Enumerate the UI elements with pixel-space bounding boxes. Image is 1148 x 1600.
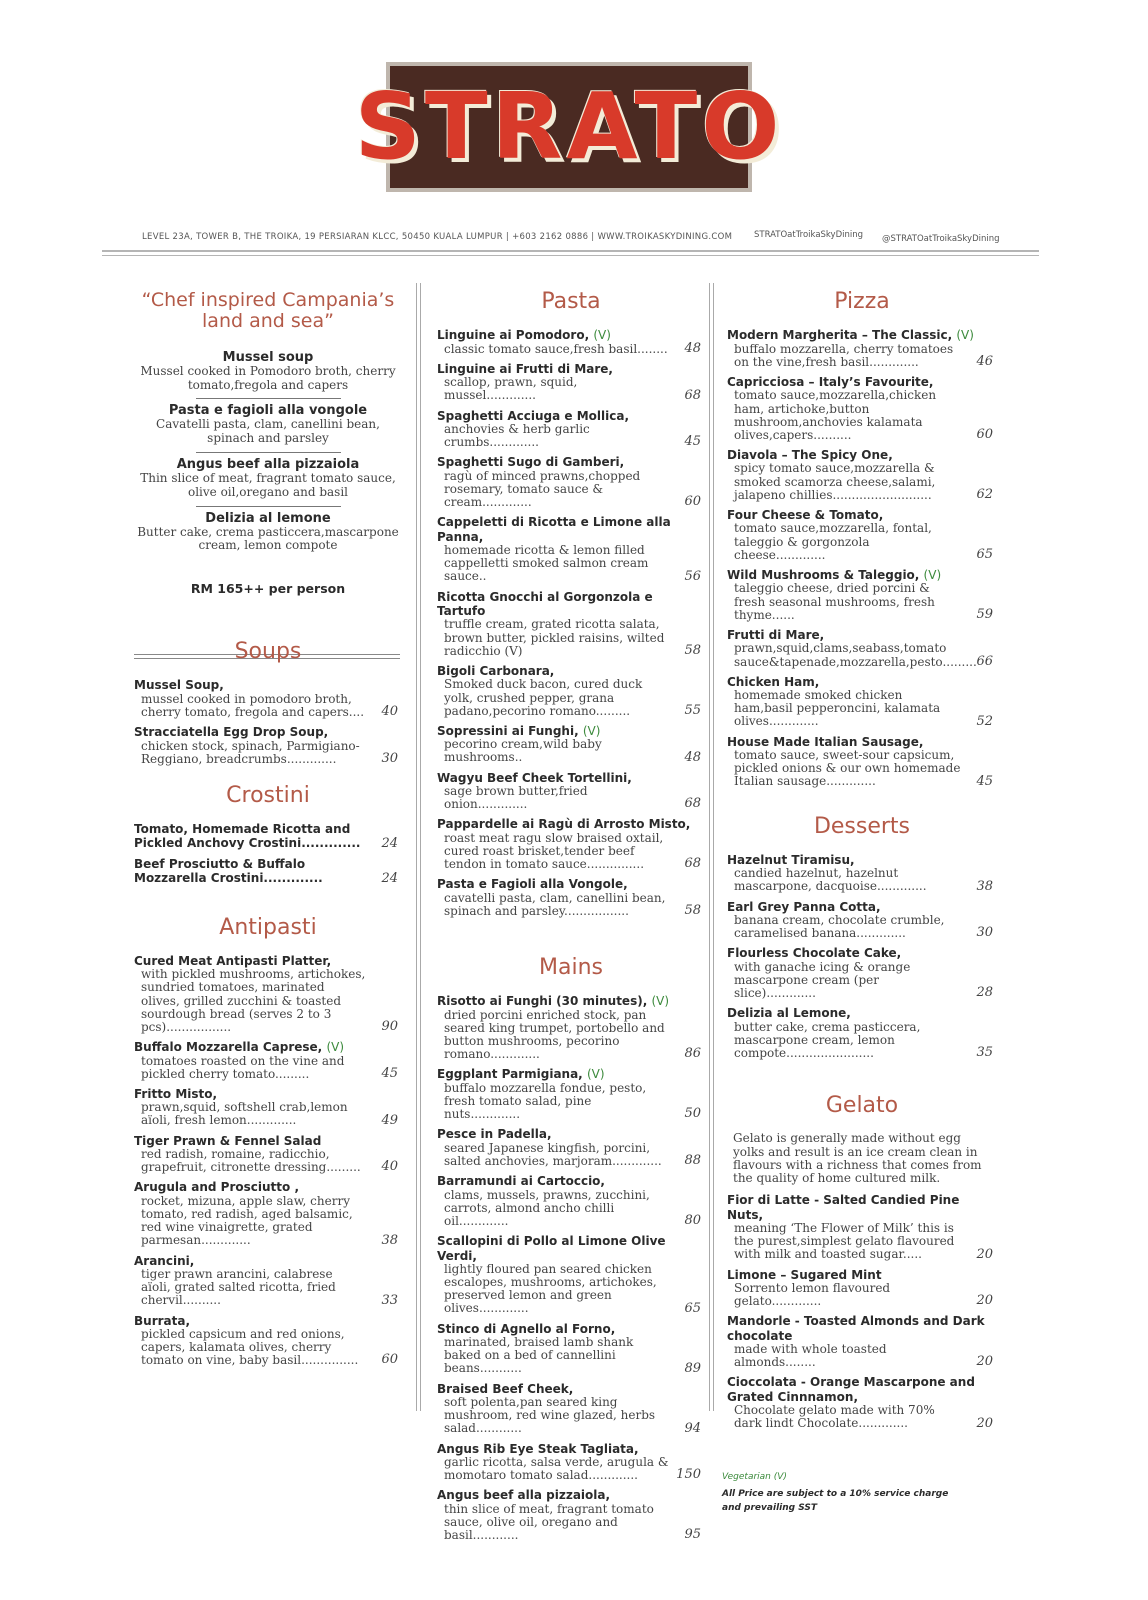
item-name-text: Mussel Soup, (134, 678, 224, 693)
item-price: 20 (976, 1246, 993, 1262)
item-name-text: Burrata, (134, 1313, 191, 1328)
menu-item (134, 1314, 402, 1368)
item-name (437, 1234, 705, 1263)
item-name (727, 568, 997, 582)
menu-item (437, 455, 705, 509)
set-menu (134, 350, 402, 596)
menu-item (437, 1127, 705, 1168)
item-description: chicken stock, spinach, Parmigiano-Reggiano, breadcrumbs............. (141, 738, 360, 766)
item-name (437, 362, 705, 376)
menu-item (437, 877, 705, 918)
item-name (437, 328, 705, 342)
menu-item (727, 375, 997, 442)
item-name-text: Capricciosa – Italy’s Favourite, (727, 374, 934, 389)
menu-item (437, 817, 705, 871)
item-price: 88 (684, 1153, 701, 1169)
item-name (134, 1180, 402, 1194)
desserts-section (727, 815, 997, 1061)
item-name (437, 590, 705, 619)
item-name-text: Cured Meat Antipasti Platter, (134, 953, 332, 968)
item-description: candied hazelnut, hazelnut mascarpone, dacquoise............. (734, 866, 927, 894)
item-price: 24 (381, 835, 398, 851)
item-name (134, 822, 402, 851)
menu-item (134, 1134, 402, 1175)
item-price: 95 (684, 1527, 701, 1543)
item-description: anchovies & herb garlic crumbs............. (444, 421, 590, 450)
set-course-desc: Cavatelli pasta, clam, canellini bean, spinach and parsley (156, 417, 380, 446)
item-description: red radish, romaine, radicchio, grapefruit, citronette dressing......... (141, 1147, 361, 1175)
item-name-text: House Made Italian Sausage, (727, 734, 924, 749)
menu-item (437, 328, 705, 356)
antipasti-title: Antipasti (219, 914, 317, 940)
item-description: prawn,squid,clams,seabass,tomato sauce&tapenade,mozzarella,pesto......... (734, 641, 977, 669)
item-price: 20 (976, 1354, 993, 1370)
item-description: soft polenta,pan seared king mushroom, red wine glazed, herbs salad............ (444, 1395, 656, 1436)
item-name-text: Beef Prosciutto & Buffalo Mozzarella Crostini............. (134, 856, 323, 886)
item-price: 40 (381, 1159, 398, 1175)
vegetarian-legend: Vegetarian (V) (722, 1472, 787, 1482)
item-name (727, 735, 997, 749)
item-name (134, 1134, 402, 1148)
item-price: 65 (684, 1300, 701, 1316)
menu-item (437, 515, 705, 583)
vegetarian-badge: (V) (956, 328, 974, 343)
item-name-text: Spaghetti Acciuga e Mollica, (437, 408, 630, 423)
column-divider-left (416, 283, 421, 1411)
item-name (727, 1314, 997, 1343)
vegetarian-badge: (V) (923, 568, 942, 582)
mains-section (437, 956, 705, 1542)
menu-item (727, 328, 997, 369)
column-middle (437, 290, 705, 1548)
item-name-text: Cappeletti di Ricotta e Limone alla Panna, (437, 515, 671, 544)
address-line: LEVEL 23A, TOWER B, THE TROIKA, 19 PERSIARAN KLCC, 50450 KUALA LUMPUR | +603 2162 0886 | WWW.TROIKASKYDINING.COM (142, 232, 733, 242)
item-name-text: Bigoli Carbonara, (437, 663, 555, 678)
menu-item (727, 675, 997, 729)
crostini-section (134, 784, 402, 886)
item-name (437, 994, 705, 1008)
column-right (727, 290, 997, 1437)
item-name (437, 877, 705, 891)
item-description: tiger prawn arancini, calabrese aïoli, grated salted ricotta, fried chervil.......... (141, 1266, 336, 1308)
item-name-text: Linguine ai Frutti di Mare, (437, 361, 613, 376)
item-description: spicy tomato sauce,mozzarella & smoked scamorza cheese,salami, jalapeno chillies.......................... (734, 461, 936, 502)
set-menu-title: “Chef inspired Campania’s land and sea” (141, 289, 395, 332)
vegetarian-badge: (V) (586, 1067, 605, 1082)
menu-item (727, 1193, 997, 1261)
item-description: tomato sauce,mozzarella,chicken ham, artichoke,button mushroom,anchovies kalamata olives,capers.......... (734, 388, 937, 442)
item-price: 60 (976, 427, 993, 443)
item-name (727, 1375, 997, 1404)
pizza-section (727, 290, 997, 789)
set-course-desc: Mussel cooked in Pomodoro broth, cherry tomato,fregola and capers (140, 363, 396, 392)
menu-item (437, 664, 705, 718)
item-description: seared Japanese kingfish, porcini, salted anchovies, marjoram............. (444, 1140, 662, 1168)
item-description: with pickled mushrooms, artichokes, sundried tomatoes, marinated olives, grilled zucchini & toasted sourdough bread (serves 2 to 3 pcs)................. (141, 967, 366, 1034)
set-course-desc: Thin slice of meat, fragrant tomato sauce, olive oil,oregano and basil (140, 470, 396, 499)
item-name (134, 1040, 402, 1054)
menu-item (134, 1087, 402, 1128)
item-description: dried porcini enriched stock, pan seared king trumpet, portobello and button mushrooms, pecorino romano............. (444, 1007, 665, 1062)
item-name (437, 455, 705, 469)
menu-item (437, 409, 705, 450)
set-course-name: Angus beef alla pizzaiola (176, 456, 360, 472)
menu-item (727, 1314, 997, 1369)
item-name (134, 725, 402, 739)
item-description: pickled capsicum and red onions, capers, kalamata olives, cherry tomato on vine, baby basil............... (141, 1326, 359, 1368)
menu-item (437, 1234, 705, 1316)
item-name-text: Pesce in Padella, (437, 1127, 552, 1142)
item-description: rocket, mizuna, apple slaw, cherry tomato, red radish, aged balsamic, red wine vinaigrette, grated parmesan............. (141, 1193, 353, 1248)
menu-item (727, 946, 997, 1000)
item-name-text: Frutti di Mare, (727, 627, 825, 642)
pizza-title: Pizza (834, 289, 890, 314)
item-name (727, 628, 997, 642)
service-charge-note: All Price are subject to a 10% service charge and prevailing SST (722, 1489, 949, 1513)
item-description: banana cream, chocolate crumble, caramelised banana............. (734, 912, 945, 941)
antipasti-section (134, 916, 402, 1368)
menu-item (727, 900, 997, 941)
vegetarian-badge: (V) (651, 994, 670, 1009)
item-name-text: Hazelnut Tiramisu, (727, 852, 855, 867)
item-name (437, 1127, 705, 1141)
menu-item (727, 1006, 997, 1060)
item-name-text: Angus Rib Eye Steak Tagliata, (437, 1441, 639, 1456)
menu-item (727, 448, 997, 502)
vegetarian-badge: (V) (326, 1040, 345, 1055)
item-name (437, 1322, 705, 1336)
item-description: with ganache icing & orange mascarpone cream (per slice)............. (734, 959, 911, 1001)
item-price: 50 (684, 1106, 701, 1122)
item-price: 24 (381, 870, 398, 886)
menu-item (437, 1442, 705, 1483)
item-price: 45 (684, 434, 701, 450)
mains-title: Mains (539, 955, 603, 981)
item-price: 56 (684, 568, 701, 584)
item-description: classic tomato sauce,fresh basil........ (444, 341, 668, 356)
desserts-title: Desserts (813, 813, 911, 839)
gelato-intro: Gelato is generally made without egg yolks and result is an ice cream clean in flavours with a richness that comes from the quality of home cultured milk. (733, 1131, 982, 1185)
item-price: 58 (684, 642, 701, 658)
pasta-section (437, 290, 705, 918)
menu-item (134, 678, 402, 719)
item-price: 55 (684, 702, 701, 718)
item-description: butter cake, crema pasticcera, mascarpone cream, lemon compote....................... (734, 1019, 921, 1061)
item-name (727, 1006, 997, 1020)
item-price: 38 (381, 1232, 398, 1248)
item-name (134, 857, 402, 886)
item-description: thin slice of meat, fragrant tomato sauce, olive oil, oregano and basil............ (444, 1501, 654, 1543)
item-name-text: Wild Mushrooms & Taleggio, (727, 568, 920, 582)
item-description: lightly floured pan seared chicken escalopes, mushrooms, artichokes, preserved lemon and green olives............. (444, 1261, 657, 1316)
item-name-text: Sopressini ai Funghi, (437, 723, 579, 738)
item-description: truffle cream, grated ricotta salata, brown butter, pickled raisins, wilted radicchio (V) (444, 617, 665, 658)
item-name-text: Delizia al Lemone, (727, 1006, 851, 1021)
menu-item (437, 1174, 705, 1228)
item-name-text: Tiger Prawn & Fennel Salad (134, 1133, 322, 1148)
item-description: tomatoes roasted on the vine and pickled cherry tomato......... (141, 1053, 345, 1081)
menu-item (727, 735, 997, 789)
item-name-text: Braised Beef Cheek, (437, 1381, 574, 1396)
item-name (437, 515, 705, 544)
set-course-desc: Butter cake, crema pasticcera,mascarpone cream, lemon compote (137, 524, 399, 553)
item-price: 94 (684, 1420, 701, 1436)
item-name-text: Buffalo Mozzarella Caprese, (134, 1040, 323, 1055)
menu-item (134, 954, 402, 1034)
item-price: 30 (976, 925, 993, 941)
item-description: buffalo mozzarella, cherry tomatoes on the vine,fresh basil............. (734, 341, 954, 369)
set-course-name: Delizia al lemone (205, 510, 331, 526)
item-name (437, 1382, 705, 1396)
item-name (437, 1067, 705, 1081)
item-name-text: Pappardelle ai Ragù di Arrosto Misto, (437, 817, 691, 832)
item-name-text: Four Cheese & Tomato, (727, 508, 884, 523)
item-description: pecorino cream,wild baby mushrooms.. (444, 737, 602, 765)
item-name (134, 678, 402, 692)
item-name-text: Scallopini di Pollo al Limone Olive Verdi, (437, 1234, 666, 1263)
item-description: homemade smoked chicken ham,basil pepperoncini, kalamata olives............. (734, 688, 941, 729)
gelato-section (727, 1094, 997, 1430)
menu-item (727, 568, 997, 622)
crostini-title: Crostini (226, 782, 310, 808)
item-price: 90 (381, 1019, 398, 1035)
item-name-text: Stracciatella Egg Drop Soup, (134, 725, 329, 740)
item-name (727, 448, 997, 462)
item-name (437, 817, 705, 831)
item-description: tomato sauce,mozzarella, fontal, taleggio & gorgonzola cheese............. (734, 521, 932, 562)
menu-item (437, 771, 705, 812)
pasta-title: Pasta (541, 289, 601, 314)
item-price: 40 (381, 704, 398, 720)
item-price: 38 (976, 878, 993, 894)
item-description: garlic ricotta, salsa verde, arugula & momotaro tomato salad............. (444, 1454, 669, 1483)
item-price: 35 (976, 1045, 993, 1061)
item-name-text: Fritto Misto, (134, 1086, 218, 1101)
soups-section (134, 640, 402, 766)
item-name (134, 1254, 402, 1268)
menu-item (727, 1268, 997, 1309)
item-name (727, 1268, 997, 1282)
item-price: 46 (976, 353, 993, 369)
item-name (727, 508, 997, 522)
item-name (437, 409, 705, 423)
menu-item (134, 1040, 402, 1081)
item-price: 80 (684, 1213, 701, 1229)
gelato-title: Gelato (825, 1093, 899, 1119)
item-name-text: Linguine ai Pomodoro, (437, 328, 590, 343)
item-price: 45 (976, 773, 993, 789)
item-price: 58 (684, 903, 701, 919)
item-price: 52 (976, 713, 993, 729)
item-price: 45 (381, 1065, 398, 1081)
item-description: homemade ricotta & lemon filled cappelletti smoked salmon cream sauce.. (444, 543, 649, 584)
strato-logo (354, 62, 784, 192)
item-name (134, 1314, 402, 1328)
item-price: 150 (676, 1467, 701, 1483)
item-price: 48 (684, 749, 701, 765)
set-course-separator (196, 452, 341, 453)
item-description: meaning ‘The Flower of Milk’ this is the purest,simplest gelato flavoured with milk and toasted sugar..... (734, 1220, 955, 1262)
item-price: 68 (684, 856, 701, 872)
item-description: cavatelli pasta, clam, canellini bean, spinach and parsley................. (444, 890, 666, 918)
item-name-text: Stinco di Agnello al Forno, (437, 1321, 616, 1336)
menu-item (727, 628, 997, 669)
item-description: ragù of minced prawns,chopped rosemary, tomato sauce & cream............. (444, 468, 641, 510)
item-name-text: Angus beef alla pizzaiola, (437, 1488, 611, 1503)
menu-item (727, 508, 997, 562)
item-name-text: Tomato, Homemade Ricotta and Pickled Anchovy Crostini............. (134, 822, 361, 851)
menu-item (437, 590, 705, 658)
info-bar (102, 228, 1039, 252)
item-name-text: Arugula and Prosciutto , (134, 1180, 299, 1195)
item-name-text: Fior di Latte - Salted Candied Pine Nuts, (727, 1193, 960, 1222)
item-description: tomato sauce, sweet-sour capsicum, pickled onions & our own homemade Italian sausage............. (734, 748, 961, 789)
item-description: scallop, prawn, squid, mussel............. (444, 375, 578, 403)
menu-item (134, 725, 402, 766)
item-name (437, 724, 705, 738)
set-menu-price: RM 165++ per person (190, 581, 346, 597)
menu-item (134, 822, 402, 851)
item-name (134, 1087, 402, 1101)
item-name (437, 771, 705, 785)
item-name (727, 675, 997, 689)
item-name (437, 664, 705, 678)
instagram-handle[interactable]: @STRATOatTroikaSkyDining (882, 234, 1000, 244)
item-name (437, 1488, 705, 1502)
item-price: 30 (381, 750, 398, 766)
item-description: Chocolate gelato made with 70% dark lindt Chocolate............. (734, 1403, 935, 1431)
facebook-handle[interactable]: STRATOatTroikaSkyDining (754, 230, 864, 240)
item-description: prawn,squid, softshell crab,lemon aïoli, fresh lemon............. (141, 1100, 348, 1128)
item-price: 20 (976, 1415, 993, 1431)
logo-text: STRATO (354, 73, 784, 180)
item-price: 59 (976, 606, 993, 622)
menu-item (727, 853, 997, 894)
item-price: 65 (976, 547, 993, 562)
item-name-text: Mandorle - Toasted Almonds and Dark chocolate (727, 1314, 985, 1343)
item-price: 33 (381, 1292, 398, 1308)
item-name-text: Arancini, (134, 1253, 195, 1268)
set-course-separator (196, 398, 341, 399)
item-name-text: Flourless Chocolate Cake, (727, 946, 902, 961)
item-price: 66 (976, 653, 993, 669)
item-description: roast meat ragu slow braised oxtail, cured roast brisket,tender beef tendon in tomato sauce............... (444, 830, 664, 872)
column-divider-right (709, 283, 714, 1411)
item-price: 68 (684, 796, 701, 812)
item-price: 60 (684, 494, 701, 510)
item-description: Sorrento lemon flavoured gelato............. (734, 1280, 891, 1309)
item-name (727, 853, 997, 867)
soups-title: Soups (234, 639, 302, 665)
item-name-text: Barramundi ai Cartoccio, (437, 1174, 605, 1189)
set-course-separator (196, 506, 341, 507)
item-description: Smoked duck bacon, cured duck yolk, crushed pepper, grana padano,pecorino romano......... (444, 677, 643, 718)
item-name-text: Ricotta Gnocchi al Gorgonzola e Tartufo (437, 589, 653, 618)
item-name (727, 1193, 997, 1222)
item-name-text: Cioccolata - Orange Mascarpone and Grated Cinnnamon, (727, 1375, 975, 1404)
item-description: taleggio cheese, dried porcini & fresh seasonal mushrooms, fresh thyme...... (734, 581, 935, 622)
item-name-text: Modern Margherita – The Classic, (727, 328, 953, 343)
menu-item (134, 1254, 402, 1308)
item-price: 28 (976, 985, 993, 1001)
item-price: 60 (381, 1352, 398, 1368)
set-course-name: Pasta e fagioli alla vongole (168, 403, 368, 419)
item-name (727, 375, 997, 389)
item-name (727, 946, 997, 960)
item-name-text: Diavola – The Spicy One, (727, 448, 893, 463)
item-price: 86 (684, 1046, 701, 1062)
item-price: 68 (684, 387, 701, 403)
item-price: 62 (976, 487, 993, 503)
item-description: marinated, braised lamb shank baked on a bed of cannellini beans........... (444, 1335, 634, 1376)
item-name-text: Limone – Sugared Mint (727, 1267, 882, 1282)
item-name (727, 328, 997, 342)
item-name (134, 954, 402, 968)
menu-item (437, 724, 705, 765)
item-name-text: Eggplant Parmigiana, (437, 1067, 583, 1082)
item-description: clams, mussels, prawns, zucchini, carrots, almond ancho chilli oil............. (444, 1187, 650, 1228)
menu-item (437, 1322, 705, 1376)
item-description: made with whole toasted almonds........ (734, 1342, 887, 1370)
item-price: 48 (684, 340, 701, 356)
item-description: buffalo mozzarella fondue, pesto, fresh tomato salad, pine nuts............. (444, 1080, 647, 1122)
item-description: sage brown butter,fried onion............. (444, 784, 588, 812)
column-left (134, 290, 402, 1373)
menu-item (727, 1375, 997, 1430)
item-name-text: Spaghetti Sugo di Gamberi, (437, 455, 625, 470)
menu-item (437, 362, 705, 403)
item-name (437, 1174, 705, 1188)
item-description: mussel cooked in pomodoro broth, cherry tomato, fregola and capers.... (141, 691, 365, 719)
item-name-text: Wagyu Beef Cheek Tortellini, (437, 770, 632, 785)
item-name-text: Earl Grey Panna Cotta, (727, 899, 881, 914)
item-name (727, 900, 997, 914)
menu-item (437, 1382, 705, 1436)
item-price: 89 (684, 1360, 701, 1376)
item-name-text: Chicken Ham, (727, 674, 820, 689)
menu-item (437, 994, 705, 1061)
vegetarian-badge: (V) (582, 723, 601, 738)
menu-item (134, 857, 402, 886)
menu-item (134, 1180, 402, 1247)
item-name (437, 1442, 705, 1456)
item-name-text: Risotto ai Funghi (30 minutes), (437, 994, 648, 1009)
menu-item (437, 1067, 705, 1121)
item-name-text: Pasta e Fagioli alla Vongole, (437, 877, 628, 892)
set-course-name: Mussel soup (222, 349, 314, 365)
item-price: 49 (381, 1112, 398, 1128)
vegetarian-badge: (V) (593, 328, 611, 343)
item-price: 20 (976, 1293, 993, 1309)
menu-item (437, 1488, 705, 1542)
